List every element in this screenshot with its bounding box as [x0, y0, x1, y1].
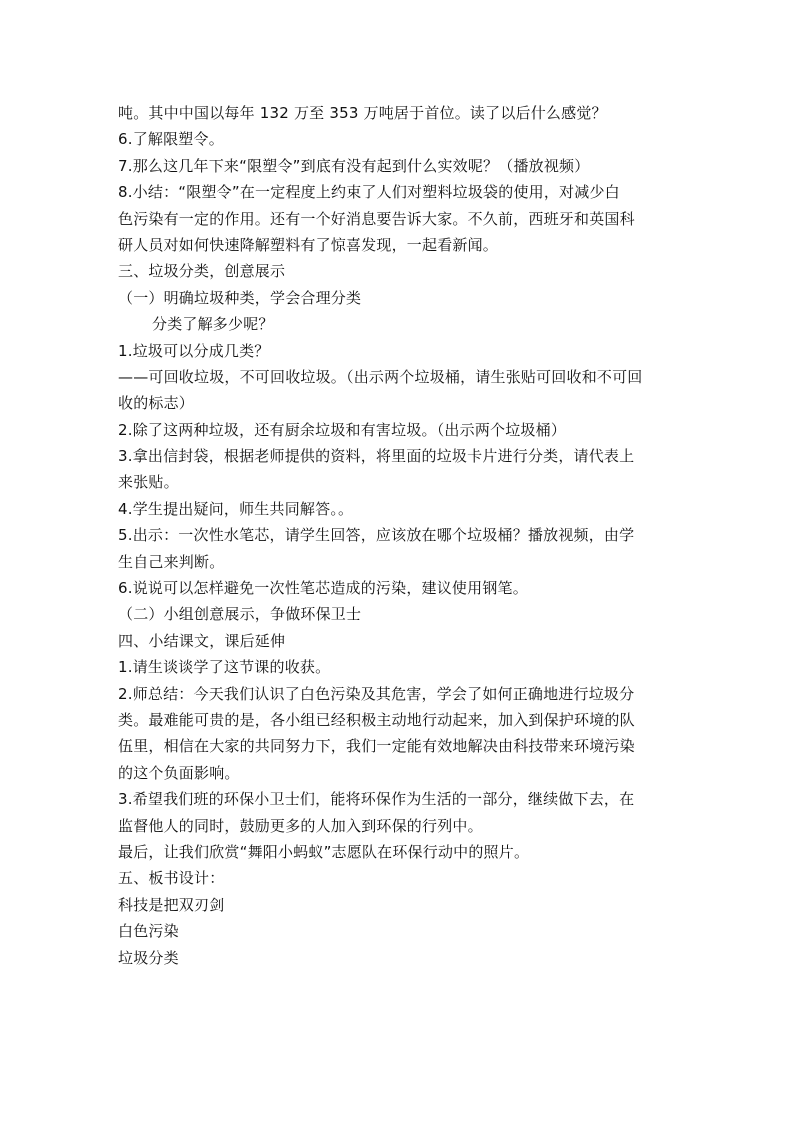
- text-line: 分类了解多少呢？: [152, 315, 274, 334]
- text-line: 最后，让我们欣赏“舞阳小蚂蚁”志愿队在环保行动中的照片。: [118, 842, 530, 861]
- text-line: 生自己来判断。: [118, 552, 225, 571]
- text-line: 5.出示：一次性水笔芯，请学生回答，应该放在哪个垃圾桶？播放视频，由学: [118, 526, 635, 545]
- text-line: 监督他人的同时，鼓励更多的人加入到环保的行列中。: [118, 816, 483, 835]
- board-design-item: 垃圾分类: [118, 948, 179, 967]
- text-line: 2.师总结：今天我们认识了白色污染及其危害，学会了如何正确地进行垃圾分: [118, 684, 635, 703]
- board-design-item: 科技是把双刃剑: [118, 895, 225, 914]
- text-line: 3.希望我们班的环保小卫士们，能将环保作为生活的一部分，继续做下去，在: [118, 790, 635, 809]
- section-heading: 四、小结课文，课后延伸: [118, 631, 286, 650]
- text-line: 色污染有一定的作用。还有一个好消息要告诉大家。不久前，西班牙和英国科: [118, 209, 635, 228]
- document-body: [118, 100, 678, 971]
- board-design-item: 白色污染: [118, 922, 179, 941]
- text-line: 1.请生谈谈学了这节课的收获。: [118, 658, 331, 677]
- subsection-heading: （一）明确垃圾种类，学会合理分类: [118, 288, 362, 307]
- text-line: 7.那么这几年下来“限塑令”到底有没有起到什么实效呢？（播放视频）: [118, 156, 590, 175]
- text-line: 的这个负面影响。: [118, 763, 240, 782]
- text-line: 4.学生提出疑问，师生共同解答。。: [118, 499, 354, 518]
- text-line: 伍里，相信在大家的共同努力下，我们一定能有效地解决由科技带来环境污染: [118, 737, 635, 756]
- text-line: 类。最难能可贵的是，各小组已经积极主动地行动起来，加入到保护环境的队: [118, 710, 635, 729]
- subsection-heading: （二）小组创意展示，争做环保卫士: [118, 605, 362, 624]
- section-heading: 五、板书设计：: [118, 869, 225, 888]
- section-heading: 三、垃圾分类，创意展示: [118, 262, 286, 281]
- text-line: 收的标志）: [118, 394, 195, 413]
- text-line: 来张贴。: [118, 473, 179, 492]
- text-line: 3.拿出信封袋，根据老师提供的资料，将里面的垃圾卡片进行分类，请代表上: [118, 447, 635, 466]
- text-line: 2.除了这两种垃圾，还有厨余垃圾和有害垃圾。（出示两个垃圾桶）: [118, 420, 567, 439]
- text-line: 8.小结：“限塑令”在一定程度上约束了人们对塑料垃圾袋的使用，对减少白: [118, 183, 620, 202]
- text-line: 6.说说可以怎样避免一次性笔芯造成的污染，建议使用钢笔。: [118, 579, 528, 598]
- text-line: ——可回收垃圾，不可回收垃圾。（出示两个垃圾桶，请生张贴可回收和不可回: [118, 367, 643, 386]
- text-line: 1.垃圾可以分成几类？: [118, 341, 270, 360]
- text-line: 6.了解限塑令。: [118, 130, 224, 149]
- text-line: 研人员对如何快速降解塑料有了惊喜发现，一起看新闻。: [118, 235, 499, 254]
- text-line: 吨。其中中国以每年 132 万至 353 万吨居于首位。读了以后什么感觉？: [118, 104, 607, 122]
